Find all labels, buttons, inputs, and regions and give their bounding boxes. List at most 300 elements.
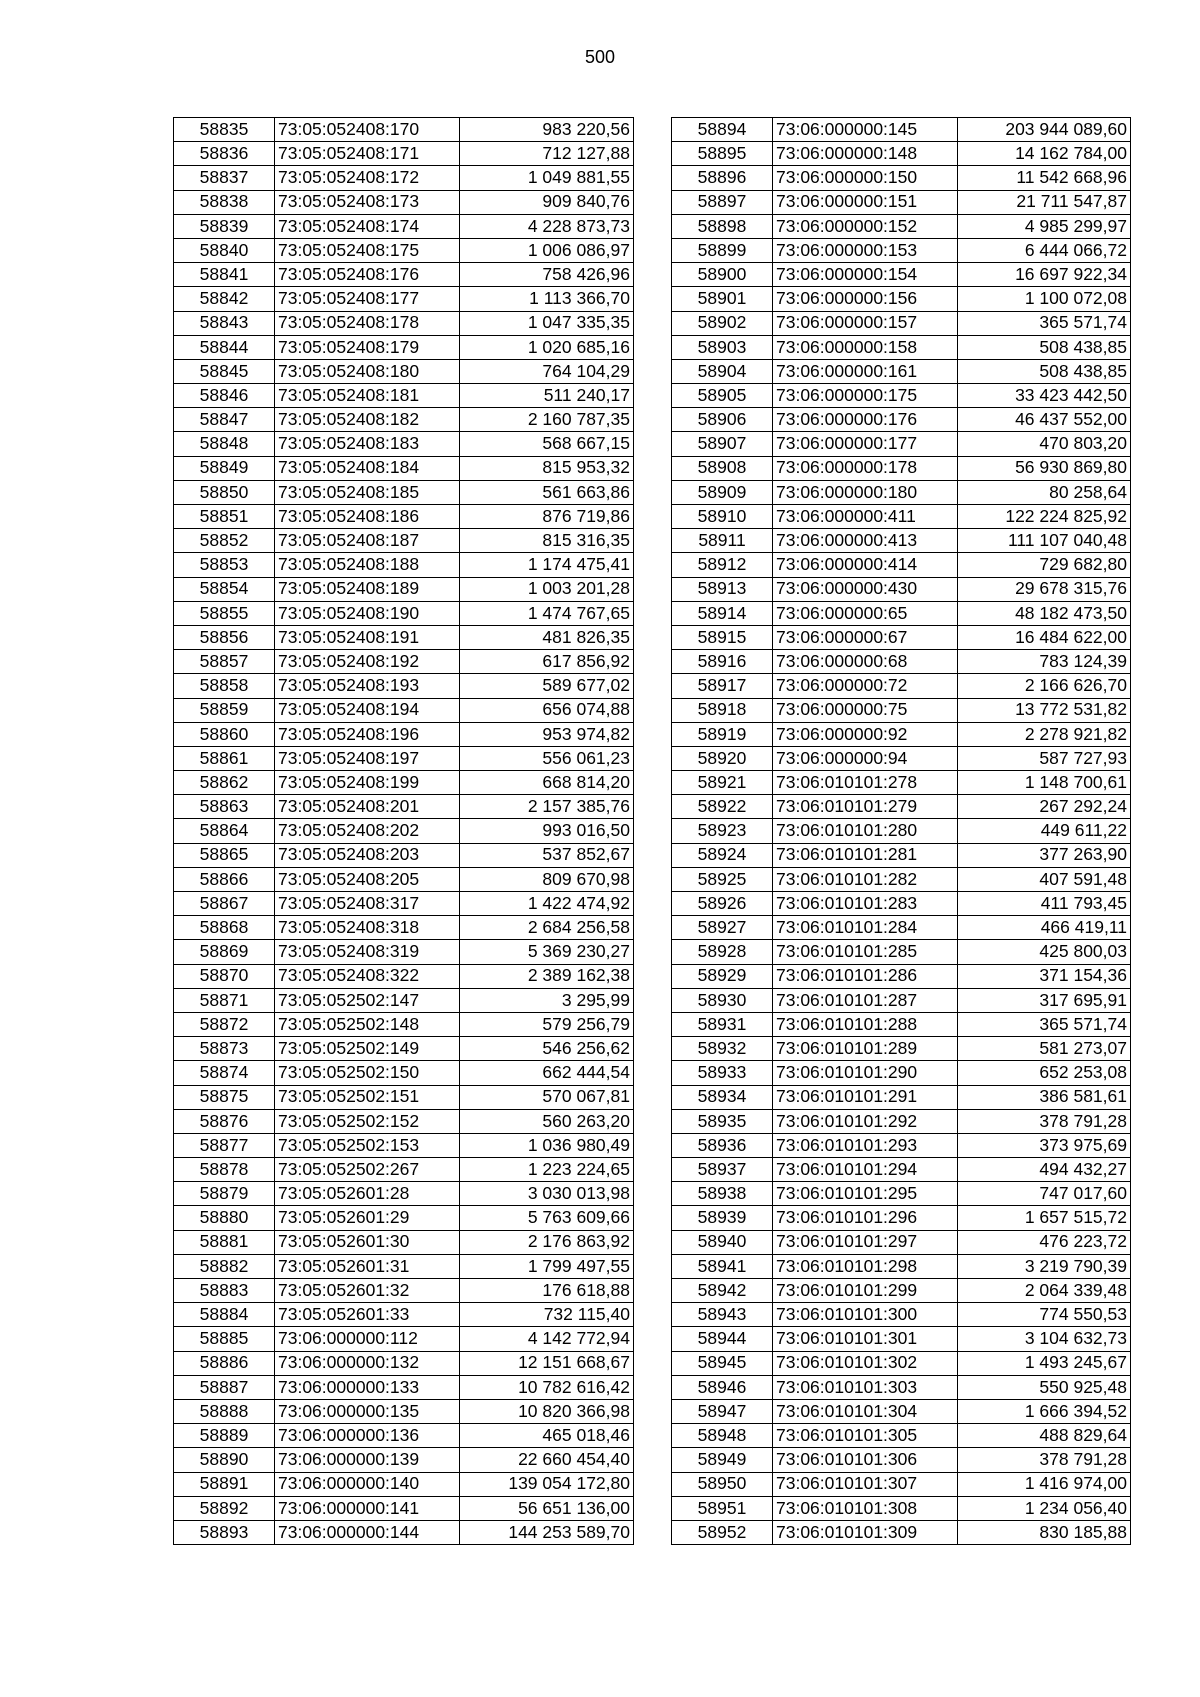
table-row bbox=[672, 1351, 1131, 1375]
table-row bbox=[174, 1375, 634, 1399]
row-number-cell: 58878 bbox=[174, 1158, 275, 1182]
table-row bbox=[174, 577, 634, 601]
row-number-cell: 58918 bbox=[672, 698, 773, 722]
cadastral-value-cell: 732 115,40 bbox=[460, 1303, 634, 1327]
row-number-cell: 58880 bbox=[174, 1206, 275, 1230]
table-row bbox=[672, 408, 1131, 432]
row-number-cell: 58907 bbox=[672, 432, 773, 456]
row-number-cell: 58941 bbox=[672, 1254, 773, 1278]
row-number-cell: 58864 bbox=[174, 819, 275, 843]
table-row bbox=[672, 238, 1131, 262]
row-number-cell: 58905 bbox=[672, 384, 773, 408]
row-number-cell: 58930 bbox=[672, 988, 773, 1012]
row-number-cell: 58940 bbox=[672, 1230, 773, 1254]
cadastral-number-cell: 73:06:000000:178 bbox=[773, 456, 958, 480]
row-number-cell: 58937 bbox=[672, 1158, 773, 1182]
cadastral-value-cell: 21 711 547,87 bbox=[958, 190, 1131, 214]
cadastral-value-cell: 411 793,45 bbox=[958, 892, 1131, 916]
row-number-cell: 58835 bbox=[174, 118, 275, 142]
row-number-cell: 58928 bbox=[672, 940, 773, 964]
cadastral-number-cell: 73:06:000000:94 bbox=[773, 746, 958, 770]
cadastral-number-cell: 73:05:052408:175 bbox=[275, 238, 460, 262]
cadastral-value-cell: 2 684 256,58 bbox=[460, 916, 634, 940]
cadastral-number-cell: 73:06:010101:308 bbox=[773, 1496, 958, 1520]
row-number-cell: 58914 bbox=[672, 601, 773, 625]
table-row bbox=[174, 625, 634, 649]
cadastral-value-cell: 4 142 772,94 bbox=[460, 1327, 634, 1351]
cadastral-value-cell: 579 256,79 bbox=[460, 1012, 634, 1036]
row-number-cell: 58906 bbox=[672, 408, 773, 432]
table-row bbox=[672, 577, 1131, 601]
cadastral-number-cell: 73:06:000000:145 bbox=[773, 118, 958, 142]
cadastral-value-cell: 617 856,92 bbox=[460, 650, 634, 674]
table-row bbox=[174, 238, 634, 262]
row-number-cell: 58947 bbox=[672, 1399, 773, 1423]
row-number-cell: 58934 bbox=[672, 1085, 773, 1109]
table-row bbox=[672, 892, 1131, 916]
row-number-cell: 58841 bbox=[174, 263, 275, 287]
table-row bbox=[174, 916, 634, 940]
table-row bbox=[672, 674, 1131, 698]
cadastral-number-cell: 73:06:010101:299 bbox=[773, 1279, 958, 1303]
row-number-cell: 58854 bbox=[174, 577, 275, 601]
table-row bbox=[672, 795, 1131, 819]
cadastral-value-cell: 1 006 086,97 bbox=[460, 238, 634, 262]
row-number-cell: 58889 bbox=[174, 1424, 275, 1448]
table-row bbox=[672, 698, 1131, 722]
cadastral-value-cell: 1 416 974,00 bbox=[958, 1472, 1131, 1496]
table-row bbox=[174, 1303, 634, 1327]
table-row bbox=[672, 746, 1131, 770]
cadastral-value-cell: 1 666 394,52 bbox=[958, 1399, 1131, 1423]
cadastral-number-cell: 73:05:052502:148 bbox=[275, 1012, 460, 1036]
cadastral-value-cell: 449 611,22 bbox=[958, 819, 1131, 843]
cadastral-number-cell: 73:05:052408:177 bbox=[275, 287, 460, 311]
table-row bbox=[174, 892, 634, 916]
cadastral-number-cell: 73:05:052408:173 bbox=[275, 190, 460, 214]
row-number-cell: 58901 bbox=[672, 287, 773, 311]
row-number-cell: 58863 bbox=[174, 795, 275, 819]
cadastral-number-cell: 73:05:052408:190 bbox=[275, 601, 460, 625]
table-row bbox=[174, 335, 634, 359]
row-number-cell: 58931 bbox=[672, 1012, 773, 1036]
row-number-cell: 58846 bbox=[174, 384, 275, 408]
row-number-cell: 58848 bbox=[174, 432, 275, 456]
cadastral-value-cell: 3 295,99 bbox=[460, 988, 634, 1012]
table-row bbox=[672, 456, 1131, 480]
table-row bbox=[174, 287, 634, 311]
table-row bbox=[672, 819, 1131, 843]
cadastral-number-cell: 73:06:010101:281 bbox=[773, 843, 958, 867]
cadastral-value-cell: 465 018,46 bbox=[460, 1424, 634, 1448]
table-row bbox=[174, 1206, 634, 1230]
row-number-cell: 58886 bbox=[174, 1351, 275, 1375]
row-number-cell: 58936 bbox=[672, 1133, 773, 1157]
table-row bbox=[672, 1279, 1131, 1303]
cadastral-number-cell: 73:05:052408:181 bbox=[275, 384, 460, 408]
row-number-cell: 58945 bbox=[672, 1351, 773, 1375]
left-register-table bbox=[173, 117, 634, 1545]
cadastral-number-cell: 73:05:052408:187 bbox=[275, 529, 460, 553]
table-row bbox=[174, 843, 634, 867]
cadastral-number-cell: 73:05:052408:205 bbox=[275, 867, 460, 891]
table-row bbox=[672, 190, 1131, 214]
row-number-cell: 58904 bbox=[672, 359, 773, 383]
row-number-cell: 58881 bbox=[174, 1230, 275, 1254]
cadastral-value-cell: 1 049 881,55 bbox=[460, 166, 634, 190]
row-number-cell: 58910 bbox=[672, 505, 773, 529]
cadastral-value-cell: 4 985 299,97 bbox=[958, 214, 1131, 238]
row-number-cell: 58900 bbox=[672, 263, 773, 287]
table-row bbox=[174, 1424, 634, 1448]
cadastral-number-cell: 73:06:010101:307 bbox=[773, 1472, 958, 1496]
cadastral-number-cell: 73:06:010101:286 bbox=[773, 964, 958, 988]
row-number-cell: 58949 bbox=[672, 1448, 773, 1472]
row-number-cell: 58836 bbox=[174, 142, 275, 166]
cadastral-number-cell: 73:05:052601:28 bbox=[275, 1182, 460, 1206]
table-row bbox=[672, 1327, 1131, 1351]
row-number-cell: 58892 bbox=[174, 1496, 275, 1520]
table-row bbox=[174, 118, 634, 142]
cadastral-number-cell: 73:06:000000:177 bbox=[773, 432, 958, 456]
cadastral-number-cell: 73:06:010101:283 bbox=[773, 892, 958, 916]
cadastral-value-cell: 537 852,67 bbox=[460, 843, 634, 867]
cadastral-number-cell: 73:05:052408:199 bbox=[275, 771, 460, 795]
row-number-cell: 58885 bbox=[174, 1327, 275, 1351]
cadastral-number-cell: 73:05:052502:150 bbox=[275, 1061, 460, 1085]
row-number-cell: 58916 bbox=[672, 650, 773, 674]
table-row bbox=[174, 940, 634, 964]
cadastral-number-cell: 73:06:010101:282 bbox=[773, 867, 958, 891]
cadastral-value-cell: 4 228 873,73 bbox=[460, 214, 634, 238]
row-number-cell: 58903 bbox=[672, 335, 773, 359]
table-row bbox=[672, 1085, 1131, 1109]
cadastral-number-cell: 73:06:010101:300 bbox=[773, 1303, 958, 1327]
cadastral-value-cell: 556 061,23 bbox=[460, 746, 634, 770]
row-number-cell: 58873 bbox=[174, 1037, 275, 1061]
table-row bbox=[672, 1448, 1131, 1472]
cadastral-value-cell: 425 800,03 bbox=[958, 940, 1131, 964]
table-row bbox=[672, 1037, 1131, 1061]
cadastral-number-cell: 73:06:000000:65 bbox=[773, 601, 958, 625]
cadastral-number-cell: 73:05:052408:176 bbox=[275, 263, 460, 287]
table-row bbox=[672, 1520, 1131, 1544]
cadastral-number-cell: 73:06:010101:295 bbox=[773, 1182, 958, 1206]
row-number-cell: 58893 bbox=[174, 1520, 275, 1544]
row-number-cell: 58837 bbox=[174, 166, 275, 190]
cadastral-number-cell: 73:05:052502:151 bbox=[275, 1085, 460, 1109]
cadastral-value-cell: 729 682,80 bbox=[958, 553, 1131, 577]
cadastral-value-cell: 1 493 245,67 bbox=[958, 1351, 1131, 1375]
cadastral-value-cell: 1 474 767,65 bbox=[460, 601, 634, 625]
cadastral-value-cell: 470 803,20 bbox=[958, 432, 1131, 456]
cadastral-value-cell: 568 667,15 bbox=[460, 432, 634, 456]
row-number-cell: 58844 bbox=[174, 335, 275, 359]
cadastral-number-cell: 73:06:010101:304 bbox=[773, 1399, 958, 1423]
cadastral-value-cell: 12 151 668,67 bbox=[460, 1351, 634, 1375]
cadastral-value-cell: 139 054 172,80 bbox=[460, 1472, 634, 1496]
cadastral-number-cell: 73:05:052408:189 bbox=[275, 577, 460, 601]
cadastral-number-cell: 73:06:000000:141 bbox=[275, 1496, 460, 1520]
cadastral-number-cell: 73:05:052408:170 bbox=[275, 118, 460, 142]
table-row bbox=[672, 650, 1131, 674]
cadastral-value-cell: 764 104,29 bbox=[460, 359, 634, 383]
table-row bbox=[174, 1061, 634, 1085]
cadastral-number-cell: 73:06:000000:72 bbox=[773, 674, 958, 698]
row-number-cell: 58890 bbox=[174, 1448, 275, 1472]
cadastral-value-cell: 386 581,61 bbox=[958, 1085, 1131, 1109]
cadastral-number-cell: 73:06:010101:280 bbox=[773, 819, 958, 843]
cadastral-value-cell: 1 047 335,35 bbox=[460, 311, 634, 335]
table-row bbox=[174, 529, 634, 553]
cadastral-number-cell: 73:05:052601:29 bbox=[275, 1206, 460, 1230]
cadastral-value-cell: 33 423 442,50 bbox=[958, 384, 1131, 408]
row-number-cell: 58929 bbox=[672, 964, 773, 988]
row-number-cell: 58871 bbox=[174, 988, 275, 1012]
cadastral-number-cell: 73:06:010101:309 bbox=[773, 1520, 958, 1544]
table-row bbox=[174, 166, 634, 190]
cadastral-value-cell: 16 484 622,00 bbox=[958, 625, 1131, 649]
cadastral-number-cell: 73:06:010101:287 bbox=[773, 988, 958, 1012]
cadastral-number-cell: 73:05:052601:32 bbox=[275, 1279, 460, 1303]
table-row bbox=[672, 1375, 1131, 1399]
table-row bbox=[672, 867, 1131, 891]
cadastral-value-cell: 11 542 668,96 bbox=[958, 166, 1131, 190]
table-row bbox=[672, 1472, 1131, 1496]
row-number-cell: 58867 bbox=[174, 892, 275, 916]
cadastral-value-cell: 176 618,88 bbox=[460, 1279, 634, 1303]
table-row bbox=[174, 674, 634, 698]
cadastral-number-cell: 73:06:010101:298 bbox=[773, 1254, 958, 1278]
row-number-cell: 58921 bbox=[672, 771, 773, 795]
cadastral-number-cell: 73:06:000000:136 bbox=[275, 1424, 460, 1448]
cadastral-number-cell: 73:05:052408:183 bbox=[275, 432, 460, 456]
cadastral-number-cell: 73:05:052408:186 bbox=[275, 505, 460, 529]
row-number-cell: 58909 bbox=[672, 480, 773, 504]
row-number-cell: 58882 bbox=[174, 1254, 275, 1278]
row-number-cell: 58939 bbox=[672, 1206, 773, 1230]
cadastral-value-cell: 267 292,24 bbox=[958, 795, 1131, 819]
cadastral-value-cell: 830 185,88 bbox=[958, 1520, 1131, 1544]
cadastral-value-cell: 10 782 616,42 bbox=[460, 1375, 634, 1399]
cadastral-number-cell: 73:05:052408:191 bbox=[275, 625, 460, 649]
table-row bbox=[672, 553, 1131, 577]
table-row bbox=[174, 142, 634, 166]
table-row bbox=[672, 432, 1131, 456]
row-number-cell: 58874 bbox=[174, 1061, 275, 1085]
cadastral-value-cell: 876 719,86 bbox=[460, 505, 634, 529]
table-row bbox=[672, 529, 1131, 553]
cadastral-value-cell: 570 067,81 bbox=[460, 1085, 634, 1109]
cadastral-value-cell: 656 074,88 bbox=[460, 698, 634, 722]
table-row bbox=[174, 505, 634, 529]
row-number-cell: 58883 bbox=[174, 1279, 275, 1303]
row-number-cell: 58923 bbox=[672, 819, 773, 843]
cadastral-number-cell: 73:06:010101:284 bbox=[773, 916, 958, 940]
row-number-cell: 58938 bbox=[672, 1182, 773, 1206]
cadastral-number-cell: 73:05:052408:178 bbox=[275, 311, 460, 335]
cadastral-number-cell: 73:06:010101:297 bbox=[773, 1230, 958, 1254]
cadastral-number-cell: 73:05:052408:188 bbox=[275, 553, 460, 577]
cadastral-number-cell: 73:06:000000:75 bbox=[773, 698, 958, 722]
table-row bbox=[672, 1012, 1131, 1036]
table-row bbox=[174, 1012, 634, 1036]
row-number-cell: 58899 bbox=[672, 238, 773, 262]
table-row bbox=[174, 1037, 634, 1061]
cadastral-number-cell: 73:06:000000:154 bbox=[773, 263, 958, 287]
row-number-cell: 58850 bbox=[174, 480, 275, 504]
cadastral-value-cell: 809 670,98 bbox=[460, 867, 634, 891]
table-row bbox=[672, 335, 1131, 359]
row-number-cell: 58845 bbox=[174, 359, 275, 383]
cadastral-number-cell: 73:06:000000:430 bbox=[773, 577, 958, 601]
cadastral-value-cell: 652 253,08 bbox=[958, 1061, 1131, 1085]
table-row bbox=[174, 214, 634, 238]
table-row bbox=[174, 190, 634, 214]
row-number-cell: 58888 bbox=[174, 1399, 275, 1423]
table-row bbox=[174, 819, 634, 843]
cadastral-value-cell: 2 166 626,70 bbox=[958, 674, 1131, 698]
cadastral-number-cell: 73:05:052408:317 bbox=[275, 892, 460, 916]
table-row bbox=[174, 1327, 634, 1351]
cadastral-number-cell: 73:06:000000:135 bbox=[275, 1399, 460, 1423]
table-row bbox=[174, 1182, 634, 1206]
row-number-cell: 58896 bbox=[672, 166, 773, 190]
table-row bbox=[672, 142, 1131, 166]
cadastral-value-cell: 1 422 474,92 bbox=[460, 892, 634, 916]
row-number-cell: 58866 bbox=[174, 867, 275, 891]
row-number-cell: 58911 bbox=[672, 529, 773, 553]
row-number-cell: 58922 bbox=[672, 795, 773, 819]
cadastral-value-cell: 993 016,50 bbox=[460, 819, 634, 843]
cadastral-number-cell: 73:06:000000:144 bbox=[275, 1520, 460, 1544]
cadastral-number-cell: 73:05:052408:202 bbox=[275, 819, 460, 843]
cadastral-value-cell: 317 695,91 bbox=[958, 988, 1131, 1012]
table-row bbox=[672, 1061, 1131, 1085]
cadastral-number-cell: 73:06:010101:291 bbox=[773, 1085, 958, 1109]
cadastral-value-cell: 1 223 224,65 bbox=[460, 1158, 634, 1182]
table-row bbox=[672, 166, 1131, 190]
row-number-cell: 58851 bbox=[174, 505, 275, 529]
row-number-cell: 58839 bbox=[174, 214, 275, 238]
cadastral-value-cell: 2 389 162,38 bbox=[460, 964, 634, 988]
table-row bbox=[672, 311, 1131, 335]
cadastral-value-cell: 144 253 589,70 bbox=[460, 1520, 634, 1544]
cadastral-number-cell: 73:06:000000:411 bbox=[773, 505, 958, 529]
row-number-cell: 58857 bbox=[174, 650, 275, 674]
cadastral-value-cell: 111 107 040,48 bbox=[958, 529, 1131, 553]
row-number-cell: 58920 bbox=[672, 746, 773, 770]
cadastral-value-cell: 481 826,35 bbox=[460, 625, 634, 649]
cadastral-value-cell: 16 697 922,34 bbox=[958, 263, 1131, 287]
cadastral-value-cell: 378 791,28 bbox=[958, 1448, 1131, 1472]
row-number-cell: 58861 bbox=[174, 746, 275, 770]
row-number-cell: 58869 bbox=[174, 940, 275, 964]
cadastral-number-cell: 73:05:052408:179 bbox=[275, 335, 460, 359]
table-row bbox=[174, 1109, 634, 1133]
table-row bbox=[672, 1158, 1131, 1182]
row-number-cell: 58898 bbox=[672, 214, 773, 238]
cadastral-value-cell: 1 100 072,08 bbox=[958, 287, 1131, 311]
row-number-cell: 58943 bbox=[672, 1303, 773, 1327]
row-number-cell: 58842 bbox=[174, 287, 275, 311]
cadastral-number-cell: 73:05:052408:171 bbox=[275, 142, 460, 166]
table-row bbox=[672, 1133, 1131, 1157]
row-number-cell: 58927 bbox=[672, 916, 773, 940]
cadastral-value-cell: 48 182 473,50 bbox=[958, 601, 1131, 625]
cadastral-number-cell: 73:06:000000:180 bbox=[773, 480, 958, 504]
table-row bbox=[174, 795, 634, 819]
cadastral-number-cell: 73:05:052408:318 bbox=[275, 916, 460, 940]
cadastral-number-cell: 73:06:010101:293 bbox=[773, 1133, 958, 1157]
cadastral-number-cell: 73:05:052408:172 bbox=[275, 166, 460, 190]
table-row bbox=[174, 1448, 634, 1472]
cadastral-number-cell: 73:06:010101:288 bbox=[773, 1012, 958, 1036]
row-number-cell: 58870 bbox=[174, 964, 275, 988]
row-number-cell: 58913 bbox=[672, 577, 773, 601]
cadastral-value-cell: 203 944 089,60 bbox=[958, 118, 1131, 142]
cadastral-number-cell: 73:05:052408:182 bbox=[275, 408, 460, 432]
cadastral-number-cell: 73:06:000000:151 bbox=[773, 190, 958, 214]
cadastral-value-cell: 13 772 531,82 bbox=[958, 698, 1131, 722]
cadastral-value-cell: 10 820 366,98 bbox=[460, 1399, 634, 1423]
cadastral-number-cell: 73:05:052408:174 bbox=[275, 214, 460, 238]
cadastral-value-cell: 5 763 609,66 bbox=[460, 1206, 634, 1230]
table-row bbox=[672, 1496, 1131, 1520]
row-number-cell: 58868 bbox=[174, 916, 275, 940]
cadastral-value-cell: 1 003 201,28 bbox=[460, 577, 634, 601]
cadastral-value-cell: 815 316,35 bbox=[460, 529, 634, 553]
cadastral-value-cell: 6 444 066,72 bbox=[958, 238, 1131, 262]
cadastral-value-cell: 1 148 700,61 bbox=[958, 771, 1131, 795]
cadastral-number-cell: 73:05:052408:192 bbox=[275, 650, 460, 674]
cadastral-value-cell: 56 651 136,00 bbox=[460, 1496, 634, 1520]
table-row bbox=[174, 359, 634, 383]
cadastral-value-cell: 365 571,74 bbox=[958, 311, 1131, 335]
cadastral-number-cell: 73:05:052408:322 bbox=[275, 964, 460, 988]
cadastral-value-cell: 815 953,32 bbox=[460, 456, 634, 480]
cadastral-number-cell: 73:05:052601:30 bbox=[275, 1230, 460, 1254]
table-row bbox=[672, 1254, 1131, 1278]
table-row bbox=[174, 1085, 634, 1109]
cadastral-number-cell: 73:05:052601:31 bbox=[275, 1254, 460, 1278]
row-number-cell: 58933 bbox=[672, 1061, 773, 1085]
row-number-cell: 58865 bbox=[174, 843, 275, 867]
table-row bbox=[672, 1303, 1131, 1327]
cadastral-number-cell: 73:05:052408:194 bbox=[275, 698, 460, 722]
row-number-cell: 58948 bbox=[672, 1424, 773, 1448]
row-number-cell: 58942 bbox=[672, 1279, 773, 1303]
cadastral-number-cell: 73:05:052601:33 bbox=[275, 1303, 460, 1327]
row-number-cell: 58872 bbox=[174, 1012, 275, 1036]
cadastral-value-cell: 29 678 315,76 bbox=[958, 577, 1131, 601]
table-row bbox=[174, 311, 634, 335]
row-number-cell: 58849 bbox=[174, 456, 275, 480]
table-row bbox=[672, 480, 1131, 504]
table-row bbox=[174, 746, 634, 770]
cadastral-value-cell: 5 369 230,27 bbox=[460, 940, 634, 964]
table-row bbox=[672, 214, 1131, 238]
cadastral-number-cell: 73:06:000000:133 bbox=[275, 1375, 460, 1399]
table-row bbox=[174, 650, 634, 674]
table-row bbox=[174, 432, 634, 456]
row-number-cell: 58884 bbox=[174, 1303, 275, 1327]
cadastral-number-cell: 73:06:000000:152 bbox=[773, 214, 958, 238]
cadastral-number-cell: 73:06:010101:305 bbox=[773, 1424, 958, 1448]
cadastral-value-cell: 407 591,48 bbox=[958, 867, 1131, 891]
row-number-cell: 58877 bbox=[174, 1133, 275, 1157]
cadastral-value-cell: 662 444,54 bbox=[460, 1061, 634, 1085]
